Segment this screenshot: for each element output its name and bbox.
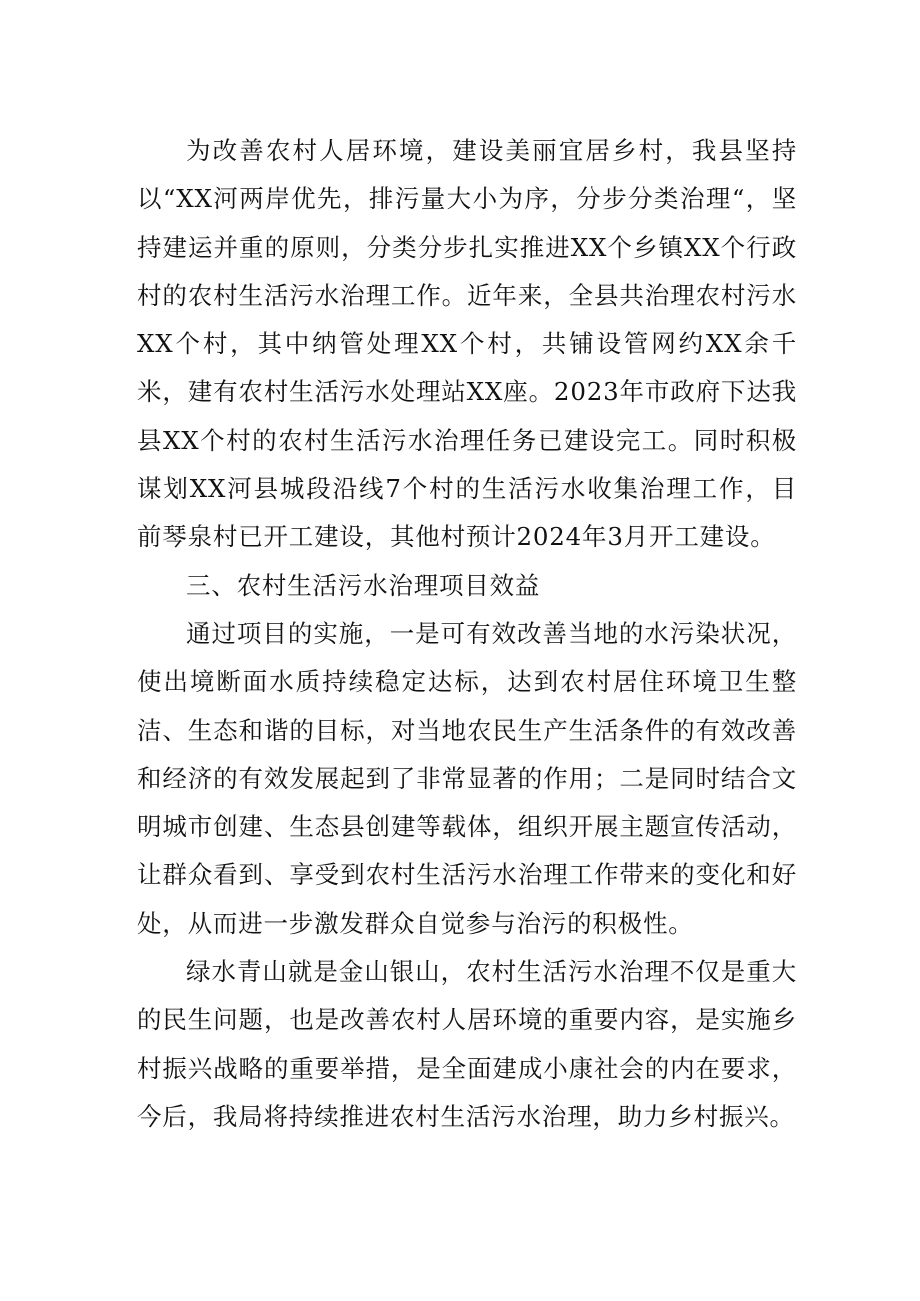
paragraph-project-benefits: 通过项目的实施，一是可有效改善当地的水污染状况，使出境断面水质持续稳定达标，达到农村居住环境卫生整洁、生态和谐的目标，对当地农民生产生活条件的有效改善和经济的有效发展起到了非常显著的作用；二是同时结合文明城市创建、生态县创建等载体，组织开展主题宣传活动，让群众看到、享受到农村生活污水治理工作带来的变化和好处，从而进一步激发群众自觉参与治污的积极性。 bbox=[137, 618, 797, 938]
document-body bbox=[137, 127, 797, 1141]
paragraph-project-progress: 为改善农村人居环境，建设美丽宜居乡村，我县坚持以“XX河两岸优先，排污量大小为序，分步分类治理“，坚持建运并重的原则，分类分步扎实推进XX个乡镇XX个行政村的农村生活污水治理工作。近年来，全县共治理农村污水XX个村，其中纳管处理XX个村，共铺设管网约XX余千米，建有农村生活污水处理站XX座。2023年市政府下达我县XX个村的农村生活污水治理任务已建设完工。同时积极谋划XX河县城段沿线7个村的生活污水收集治理工作，目前琴泉村已开工建设，其他村预计2024年3月开工建设。 bbox=[137, 136, 798, 552]
section-heading-project-benefits: 三、农村生活污水治理项目效益 bbox=[186, 570, 541, 600]
paragraph-conclusion: 绿水青山就是金山银山，农村生活污水治理不仅是重大的民生问题，也是改善农村人居环境的重要内容，是实施乡村振兴战略的重要举措，是全面建成小康社会的内在要求，今后，我局将持续推进农村生活污水治理，助力乡村振兴。 bbox=[137, 957, 797, 1131]
